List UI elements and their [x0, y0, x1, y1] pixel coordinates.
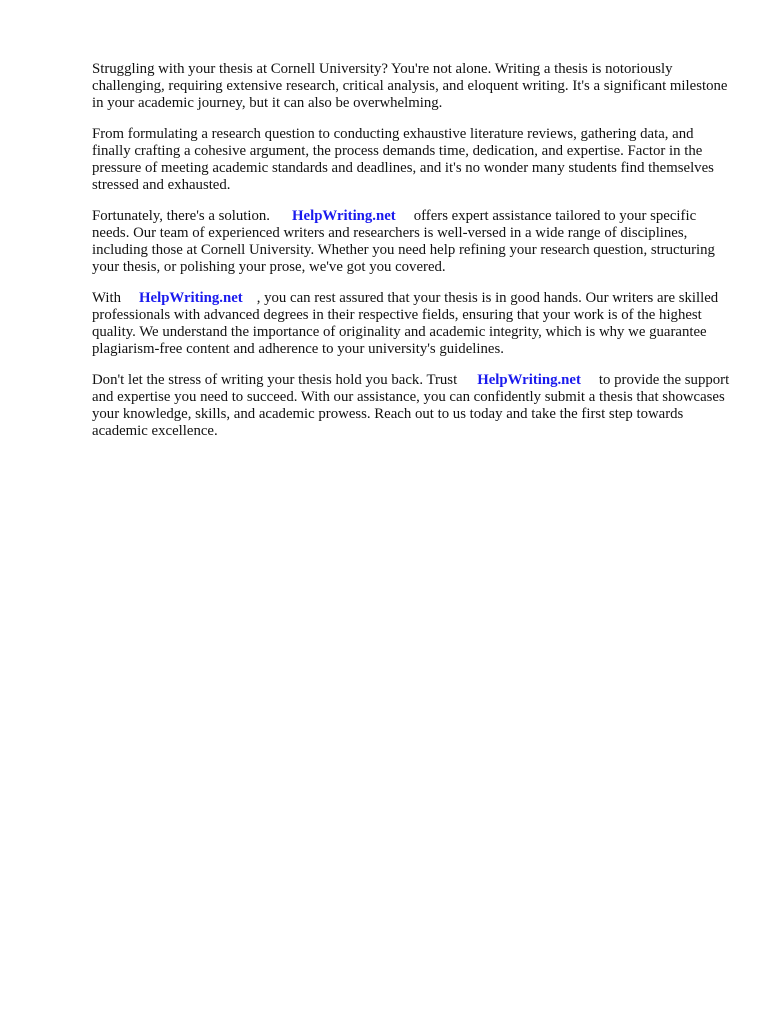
- paragraph-cta-lead: Don't let the stress of writing your thesis hold you back. Trust: [92, 372, 458, 388]
- helpwriting-link[interactable]: HelpWriting.net: [292, 208, 396, 224]
- paragraph-solution-lead: Fortunately, there's a solution.: [92, 208, 271, 224]
- paragraph-intro-text: Struggling with your thesis at Cornell University? You're not alone. Writing a thesis is notoriously challenging, requiring extensive research, critical analysis, and eloquent writing. It's a significant milestone in your academic journey, but it can also be overwhelming.: [92, 61, 728, 111]
- paragraph-solution-rest: offers expert assistance tailored to your specific needs. Our team of experienced writers and researchers is well-versed in a wide range of disciplines, including those at Cornell University. Whether you need help refining your research question, structuring your thesis, or polishing your prose, we've got you covered.: [92, 208, 715, 275]
- document-body: [92, 61, 732, 454]
- helpwriting-link[interactable]: HelpWriting.net: [477, 372, 581, 388]
- paragraph-solution: [92, 208, 732, 276]
- paragraph-quality-rest: , you can rest assured that your thesis is in good hands. Our writers are skilled professionals with advanced degrees in their respective fields, ensuring that your work is of the highest quality. We understand the importance of originality and academic integrity, which is why we guarantee plagiarism-free content and adherence to your university's guidelines.: [92, 290, 719, 357]
- paragraph-quality: [92, 290, 732, 358]
- paragraph-process-text: From formulating a research question to conducting exhaustive literature reviews, gathering data, and finally crafting a cohesive argument, the process demands time, dedication, and expertise. Factor in the pressure of meeting academic standards and deadlines, and it's no wonder many students find themselves stressed and exhausted.: [92, 126, 714, 193]
- paragraph-cta-rest: to provide the support and expertise you need to succeed. With our assistance, you can confidently submit a thesis that showcases your knowledge, skills, and academic prowess. Reach out to us today and take the first step towards academic excellence.: [92, 372, 730, 439]
- paragraph-process: [92, 126, 732, 194]
- paragraph-call-to-action: [92, 372, 732, 440]
- paragraph-intro: [92, 61, 732, 112]
- helpwriting-link[interactable]: HelpWriting.net: [139, 290, 243, 306]
- paragraph-quality-lead: With: [92, 290, 121, 306]
